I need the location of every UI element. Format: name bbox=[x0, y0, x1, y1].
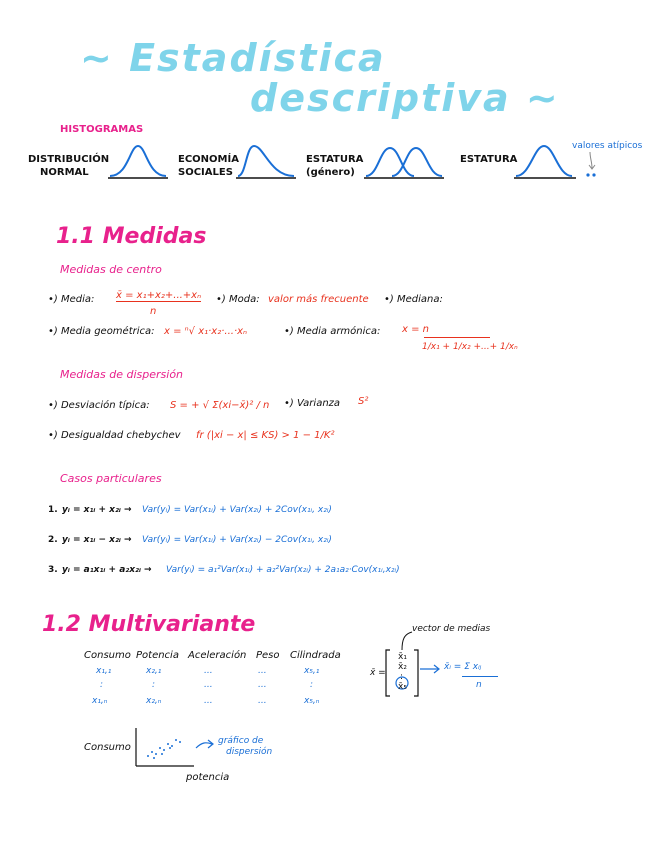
hist-label-2b: SOCIALES bbox=[178, 167, 233, 178]
multivariante-heading: 1.2 Multivariante bbox=[42, 612, 256, 637]
mean-formula-top: x̄ᵢ = Σ xᵢⱼ bbox=[444, 662, 482, 672]
vector-arrow bbox=[420, 664, 442, 674]
media-formula-bottom: n bbox=[150, 306, 157, 317]
cell-r3-c2: x₂,ₙ bbox=[146, 696, 162, 706]
desv-formula: S = + √ Σ(xi−x̄)² / n bbox=[170, 400, 270, 411]
armon-formula-bottom: 1/x₁ + 1/x₂ +...+ 1/xₙ bbox=[422, 342, 518, 352]
cell-r2-c5: : bbox=[310, 680, 314, 690]
col-cilindrada: Cilindrada bbox=[290, 650, 341, 661]
caso-3-num: 3. bbox=[48, 565, 58, 575]
hist-label-3a: ESTATURA bbox=[306, 154, 364, 165]
hist-label-4a: ESTATURA bbox=[460, 154, 518, 165]
scatter-x-label: potencia bbox=[186, 772, 230, 783]
cell-r2-c2: : bbox=[152, 680, 156, 690]
caso-3-eq: yᵢ = a₁x₁ᵢ + a₂x₂ᵢ → bbox=[62, 565, 152, 575]
caso-1-num: 1. bbox=[48, 505, 58, 515]
geom-formula: x = ⁿ√ x₁·x₂·...·xₙ bbox=[164, 326, 248, 337]
scatter-y-label: Consumo bbox=[84, 742, 131, 753]
title-line-2: descriptiva ~ bbox=[250, 76, 560, 120]
caso-3-res: Var(yᵢ) = a₁²Var(x₁ᵢ) + a₂²Var(x₂ᵢ) + 2a₁a₂·Cov(x₁ᵢ,x₂ᵢ) bbox=[166, 565, 400, 575]
cell-r3-c3: ... bbox=[204, 696, 213, 706]
caso-2-res: Var(yᵢ) = Var(x₁ᵢ) + Var(x₂ᵢ) − 2Cov(x₁ᵢ, x₂ᵢ) bbox=[142, 535, 332, 545]
caso-2-eq: yᵢ = x₁ᵢ − x₂ᵢ → bbox=[62, 535, 132, 545]
cell-r1-c4: ... bbox=[258, 666, 267, 676]
var-label: •) Varianza bbox=[284, 398, 341, 409]
histogramas-heading: HISTOGRAMAS bbox=[60, 124, 144, 135]
mean-formula-bottom: n bbox=[476, 680, 482, 690]
caso-1-res: Var(yᵢ) = Var(x₁ᵢ) + Var(x₂ᵢ) + 2Cov(x₁ᵢ, x₂ᵢ) bbox=[142, 505, 332, 515]
mean-fraction-line bbox=[462, 676, 498, 677]
moda-label: •) Moda: bbox=[216, 294, 260, 305]
medidas-heading: 1.1 Medidas bbox=[56, 224, 207, 249]
scatter-plot bbox=[134, 728, 194, 770]
moda-value: valor más frecuente bbox=[268, 294, 369, 305]
skewed-curve-icon bbox=[236, 142, 296, 182]
cell-r3-c1: x₁,ₙ bbox=[92, 696, 108, 706]
casos-heading: Casos particulares bbox=[60, 472, 162, 485]
scatter-arrow bbox=[194, 738, 216, 752]
armon-fraction-line bbox=[424, 337, 490, 338]
normal-curve-icon bbox=[108, 142, 168, 182]
vector-note: vector de medias bbox=[412, 624, 491, 634]
cell-r3-c5: x₅,ₙ bbox=[304, 696, 320, 706]
hist-label-1b: NORMAL bbox=[40, 167, 89, 178]
centro-heading: Medidas de centro bbox=[60, 263, 162, 276]
armon-label: •) Media armónica: bbox=[284, 326, 381, 337]
col-consumo: Consumo bbox=[84, 650, 131, 661]
media-formula-top: x̄ = x₁+x₂+...+xₙ bbox=[116, 290, 202, 301]
mediana-label: •) Mediana: bbox=[384, 294, 443, 305]
var-formula: S² bbox=[358, 396, 369, 407]
bimodal-curve-icon bbox=[364, 142, 444, 182]
scatter-note-1: gráfico de bbox=[218, 736, 264, 746]
cell-r1-c2: x₂,₁ bbox=[146, 666, 162, 676]
cheb-label: •) Desigualdad chebychev bbox=[48, 430, 181, 441]
cell-r2-c4: ... bbox=[258, 680, 267, 690]
title-line-1: ~ Estadística bbox=[80, 36, 386, 80]
scatter-note-2: dispersión bbox=[226, 747, 273, 757]
media-label: •) Media: bbox=[48, 294, 95, 305]
vector-lhs: x̄ = bbox=[370, 668, 386, 678]
hist-label-1a: DISTRIBUCIÓN bbox=[28, 154, 110, 165]
cell-r1-c3: ... bbox=[204, 666, 213, 676]
col-peso: Peso bbox=[256, 650, 280, 661]
vector-entry-1: x̄₁ bbox=[398, 652, 407, 662]
caso-2-num: 2. bbox=[48, 535, 58, 545]
col-aceleracion: Aceleración bbox=[188, 650, 247, 661]
caso-1-eq: yᵢ = x₁ᵢ + x₂ᵢ → bbox=[62, 505, 132, 515]
cell-r2-c3: ... bbox=[204, 680, 213, 690]
geom-label: •) Media geométrica: bbox=[48, 326, 155, 337]
hist-label-3b: (género) bbox=[306, 167, 355, 178]
desv-label: •) Desviación típica: bbox=[48, 400, 150, 411]
cell-r2-c1: : bbox=[100, 680, 104, 690]
cell-r1-c5: x₅,₁ bbox=[304, 666, 320, 676]
dispersion-heading: Medidas de dispersión bbox=[60, 368, 184, 381]
vector-entry-4: x̄₅ bbox=[398, 682, 407, 692]
vector-entry-3: : bbox=[400, 672, 404, 682]
armon-formula-top: x = n bbox=[402, 324, 429, 335]
vector-entry-2: x̄₂ bbox=[398, 662, 407, 672]
col-potencia: Potencia bbox=[136, 650, 179, 661]
outlier-note: valores atípicos bbox=[572, 141, 643, 151]
hist-label-2a: ECONOMÍA bbox=[178, 154, 239, 165]
cheb-formula: fr (|xi − x| ≤ KS) > 1 − 1/K² bbox=[196, 430, 335, 441]
cell-r1-c1: x₁,₁ bbox=[96, 666, 112, 676]
cell-r3-c4: ... bbox=[258, 696, 267, 706]
